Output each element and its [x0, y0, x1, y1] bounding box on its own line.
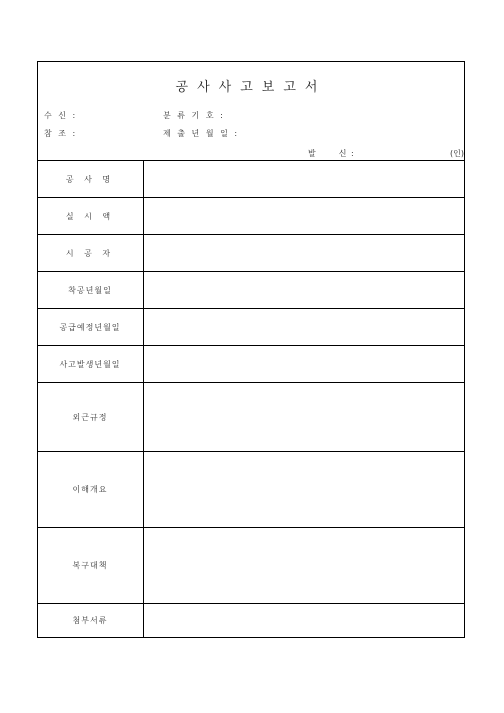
table-row: [37, 528, 465, 604]
row-label: 이해개요: [37, 452, 144, 528]
row-label: 착공년월일: [37, 272, 144, 309]
row-label: 외근규정: [37, 383, 144, 452]
row-value-field[interactable]: [144, 383, 466, 452]
recipient-label: 수 신 :: [44, 111, 78, 120]
submit-date-label: 제 출 년 월 일 :: [163, 129, 240, 138]
table-row: [37, 272, 465, 309]
table-row: [37, 346, 465, 383]
sender-label: [308, 148, 355, 159]
row-label: 첨부서류: [37, 604, 144, 638]
form-title: 공사사고보고서: [175, 80, 327, 95]
table-row: [37, 309, 465, 346]
row-value-field[interactable]: [144, 198, 466, 235]
sender-label-part2: 신 :: [338, 149, 355, 158]
table-row: [37, 198, 465, 235]
sender-label-part1: 발: [308, 149, 317, 158]
row-label: 공급예정년월일: [37, 309, 144, 346]
report-form: [37, 61, 465, 638]
table-row: [37, 452, 465, 528]
row-value-field[interactable]: [144, 161, 466, 198]
row-label: 사고발생년월일: [37, 346, 144, 383]
report-table: [37, 160, 465, 638]
row-value-field[interactable]: [144, 272, 466, 309]
table-row: [37, 161, 465, 198]
row-label: 공 사 명: [37, 161, 144, 198]
row-label: 복구대책: [37, 528, 144, 604]
row-value-field[interactable]: [144, 309, 466, 346]
seal-label: (인): [450, 149, 464, 158]
table-row: [37, 383, 465, 452]
classification-label: 분 류 기 호 :: [163, 111, 225, 120]
reference-label: 참 조 :: [44, 129, 78, 138]
row-value-field[interactable]: [144, 528, 466, 604]
row-value-field[interactable]: [144, 604, 466, 638]
row-value-field[interactable]: [144, 235, 466, 272]
table-row: [37, 604, 465, 638]
row-label: 시 공 자: [37, 235, 144, 272]
row-label: 실 시 액: [37, 198, 144, 235]
row-value-field[interactable]: [144, 346, 466, 383]
table-row: [37, 235, 465, 272]
row-value-field[interactable]: [144, 452, 466, 528]
